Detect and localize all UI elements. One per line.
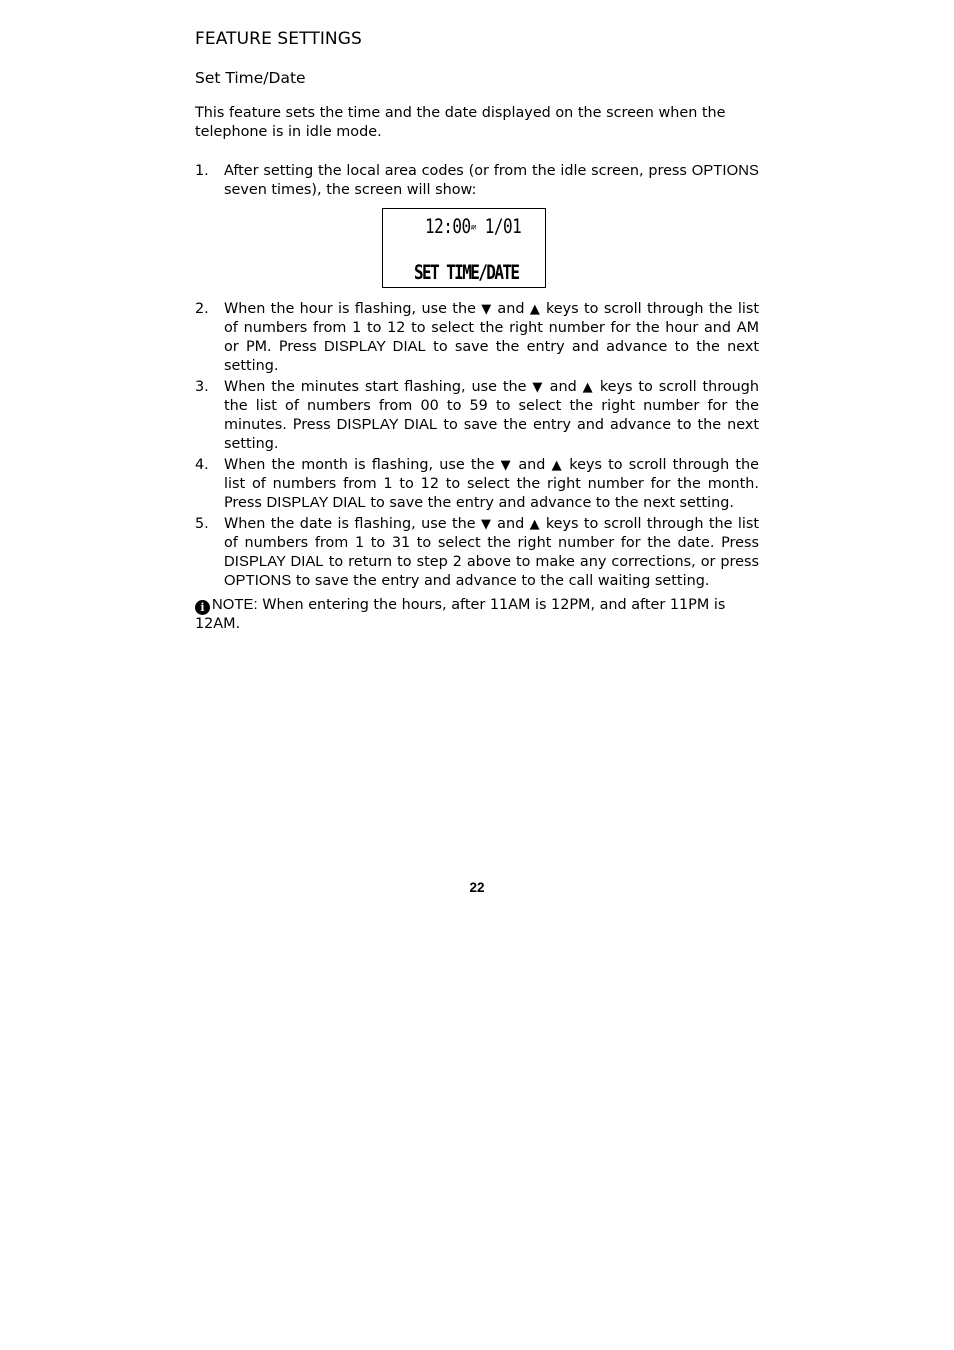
up-arrow-icon: ▲ <box>529 517 541 532</box>
step-text: After setting the local area codes (or from the idle screen, press <box>224 163 692 179</box>
step-number: 1. <box>195 163 209 179</box>
step-4 <box>195 456 759 513</box>
up-arrow-icon: ▲ <box>551 458 564 473</box>
display-dial-key-label: DISPLAY DIAL <box>266 495 366 511</box>
down-arrow-icon: ▼ <box>480 517 492 532</box>
step-text: When the hour is flashing, use the <box>224 301 482 317</box>
info-icon: i <box>195 600 210 615</box>
step-1 <box>195 162 759 288</box>
steps-list <box>195 162 759 593</box>
step-number: 4. <box>195 457 209 473</box>
step-text: to save the entry and advance to the next setting. <box>365 495 735 511</box>
lcd-time: 12:00 <box>425 215 471 238</box>
options-key-label: OPTIONS <box>224 573 292 589</box>
lcd-message: SET TIME/DATE <box>414 261 519 284</box>
step-text: and <box>492 301 530 317</box>
options-key-label: OPTIONS <box>691 163 759 179</box>
step-text: keys to scroll through the list of numbers from 00 to 59 to select the right number for the minutes. Press <box>224 379 760 433</box>
display-dial-key-label: DISPLAY DIAL <box>323 339 426 355</box>
lcd-screen <box>382 208 546 288</box>
down-arrow-icon: ▼ <box>500 458 513 473</box>
step-text: keys to scroll through the list of numbers from 1 to 12 to select the right number for the hour and AM or PM. Press <box>224 301 759 355</box>
step-number: 5. <box>195 516 209 532</box>
display-dial-key-label: DISPLAY DIAL <box>336 417 438 433</box>
step-text: keys to scroll through the list of numbers from 1 to 31 to select the right number for the date. Press <box>224 516 759 551</box>
note-paragraph <box>195 596 759 634</box>
step-text: to return to step 2 above to make any corrections, or press <box>323 554 759 570</box>
lcd-date: 1/01 <box>484 215 522 238</box>
step-text: to save the entry and advance to the call waiting setting. <box>291 573 710 589</box>
page-number: 22 <box>469 880 485 895</box>
step-text: keys to scroll through the list of numbers from 1 to 12 to select the right number for the month. Press <box>224 457 759 511</box>
step-2 <box>195 300 759 376</box>
step-number: 2. <box>195 301 209 317</box>
step-text: to save the entry and advance to the next setting. <box>224 417 759 452</box>
note-label: NOTE: <box>212 597 258 613</box>
step-text: and <box>491 516 530 532</box>
step-text: seven times), the screen will show: <box>224 182 477 198</box>
step-3 <box>195 378 759 454</box>
subsection-title: Set Time/Date <box>195 69 306 87</box>
note-text: When entering the hours, after 11AM is 12PM, and after 11PM is 12AM. <box>195 597 726 632</box>
down-arrow-icon: ▼ <box>481 302 493 317</box>
down-arrow-icon: ▼ <box>532 380 544 395</box>
step-text: and <box>543 379 583 395</box>
step-number: 3. <box>195 379 209 395</box>
intro-paragraph: This feature sets the time and the date displayed on the screen when the telephone is in idle mode. <box>195 105 726 140</box>
up-arrow-icon: ▲ <box>582 380 594 395</box>
lcd-ampm-indicator: AM <box>470 224 476 232</box>
lcd-time-date <box>425 215 521 238</box>
step-text: When the minutes start flashing, use the <box>224 379 533 395</box>
step-text: to save the entry and advance to the next setting. <box>224 339 759 374</box>
step-text: and <box>512 457 552 473</box>
step-text: When the month is flashing, use the <box>224 457 501 473</box>
step-text: When the date is flashing, use the <box>224 516 481 532</box>
section-title: FEATURE SETTINGS <box>195 29 362 49</box>
step-5 <box>195 515 759 591</box>
display-dial-key-label: DISPLAY DIAL <box>224 554 324 570</box>
up-arrow-icon: ▲ <box>529 302 541 317</box>
